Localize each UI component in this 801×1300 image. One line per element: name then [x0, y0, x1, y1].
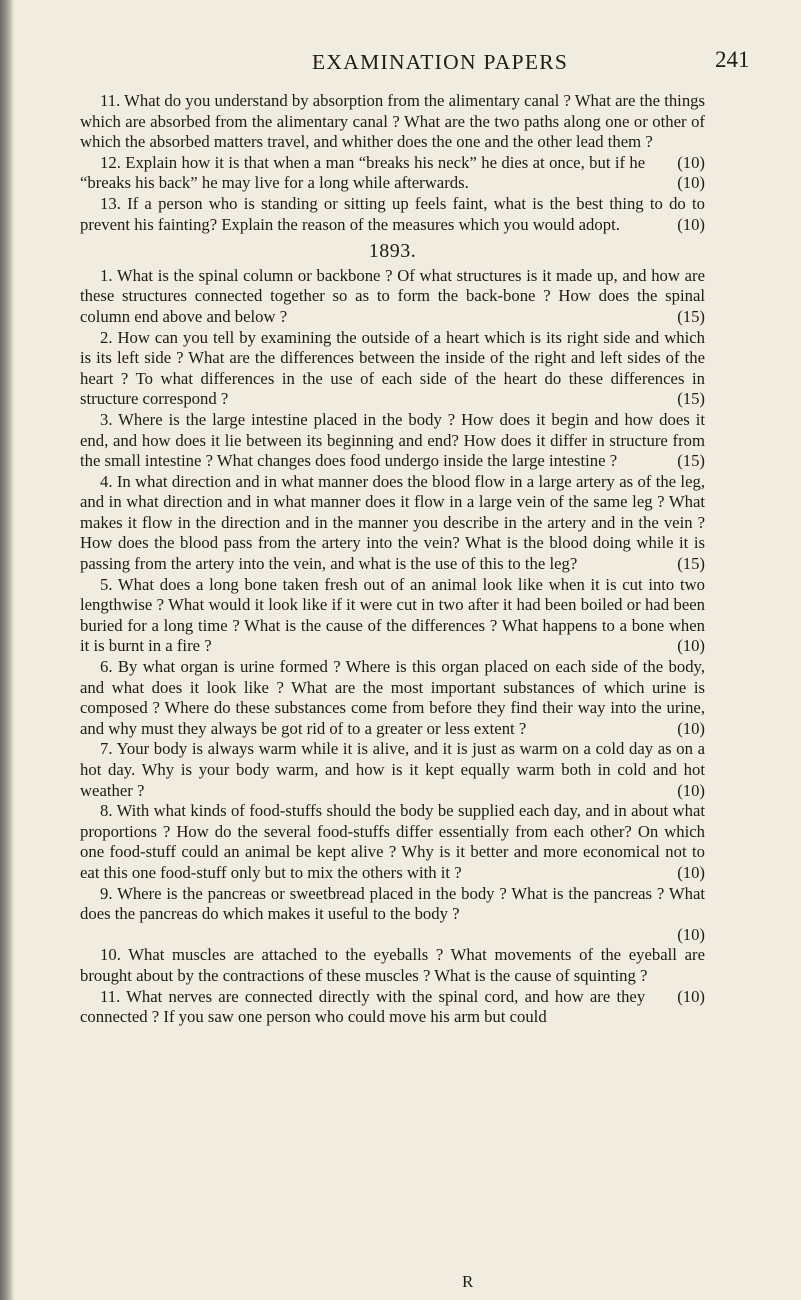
question-1: 1. What is the spinal column or backbone ? Of what structures is it made up, and how are these structures connected together so as to form the back-bone ? How does the spinal column end above and below ? (15)	[80, 265, 705, 326]
question-11-prev: 11. What do you understand by absorption from the alimentary canal ? What are the things which are absorbed from the alimentary canal ? What are the two paths along one or other of which the absorbed matters travel, and whither does the one and the other lead them ? (10)	[80, 91, 705, 172]
running-title: EXAMINATION PAPERS	[312, 50, 569, 74]
questions-1893	[80, 266, 705, 1028]
question-mark: (10)	[677, 636, 705, 656]
question-11: 11. What nerves are connected directly with the spinal cord, and how are they connected ? If you saw one person who could move his arm but could	[80, 986, 646, 1027]
page-number: 241	[715, 47, 750, 72]
question-9: 9. Where is the pancreas or sweetbread placed in the body ? What is the pancreas ? What does the pancreas do which makes it useful to the body ? (10)	[80, 883, 705, 944]
question-mark: (10)	[677, 173, 705, 193]
question-mark: (15)	[677, 306, 705, 326]
question-2: 2. How can you tell by examining the outside of a heart which is its right side and which is its left side ? What are the differences between the inside of the right and left sides of the heart ? To what differences in the use of each side of the heart do these differences in structure correspond ? (15)	[80, 327, 705, 409]
year-heading: 1893.	[368, 240, 417, 263]
question-mark: (10)	[677, 780, 705, 800]
previous-questions	[80, 91, 705, 235]
page-body	[80, 91, 705, 1028]
question-mark: (10)	[677, 986, 705, 1006]
question-6: 6. By what organ is urine formed ? Where is this organ placed on each side of the body, and what does it look like ? What are the most important substances of which urine is composed ? Where do these substances come from before they find their way into the urine, and why must they always be got rid of to a greater or less extent ? (10)	[80, 657, 705, 738]
question-mark: (10)	[677, 152, 705, 172]
question-mark: (15)	[677, 389, 705, 409]
question-8: 8. With what kinds of food-stuffs should the body be supplied each day, and in about what proportions ? How do the several food-stuffs differ essentially from each other? On which one food-stuff could an animal be kept alive ? Why is it better and more economical not to eat this one food-stuff only but to mix the others with it ? (10)	[80, 801, 705, 882]
question-mark: (10)	[677, 862, 705, 882]
question-10: 10. What muscles are attached to the eyeballs ? What movements of the eyeball are brought about by the contractions of these muscles ? What is the cause of squinting ? (10)	[80, 945, 705, 1006]
question-mark: (15)	[677, 451, 705, 471]
question-7: 7. Your body is always warm while it is alive, and it is just as warm on a cold day as on a hot day. Why is your body warm, and how is it kept equally warm both in cold and hot weather ? (10)	[80, 739, 705, 800]
signature-mark: R	[462, 1272, 474, 1291]
binding-shadow	[0, 0, 14, 1300]
question-13-prev: 13. If a person who is standing or sitting up feels faint, what is the best thing to do to prevent his fainting? Explain the reason of the measures which you would adopt. (10)	[80, 193, 705, 234]
question-5: 5. What does a long bone taken fresh out of an animal look like when it is cut into two lengthwise ? What would it look like if it were cut in two after it had been boiled or had been buried for a long time ? What is the cause of the differences ? What happens to a bone when it is burnt in a fire ? (10)	[80, 574, 705, 656]
question-mark: (10)	[677, 718, 705, 738]
question-mark: (10)	[677, 924, 705, 944]
question-4: 4. In what direction and in what manner does the blood flow in a large artery as of the leg, and in what direction and in what manner does it flow in a large vein of the same leg ? What makes it flow in the direction and in the manner you describe in the artery and in the vein ? How does the blood pass from the artery into the vein? What is the blood doing while it is passing from the artery into the vein, and what is the use of this to the leg? (15)	[80, 471, 705, 574]
question-3: 3. Where is the large intestine placed in the body ? How does it begin and how does it end, and how does it lie between its beginning and end? How does it differ in structure from the small intestine ? What changes does food undergo inside the large intestine ? (15)	[80, 409, 705, 471]
question-12-prev: 12. Explain how it is that when a man “breaks his neck” he dies at once, but if he “breaks his back” he may live for a long while afterwards. (10)	[80, 152, 705, 193]
question-mark: (10)	[677, 214, 705, 234]
question-mark: (15)	[677, 554, 705, 574]
